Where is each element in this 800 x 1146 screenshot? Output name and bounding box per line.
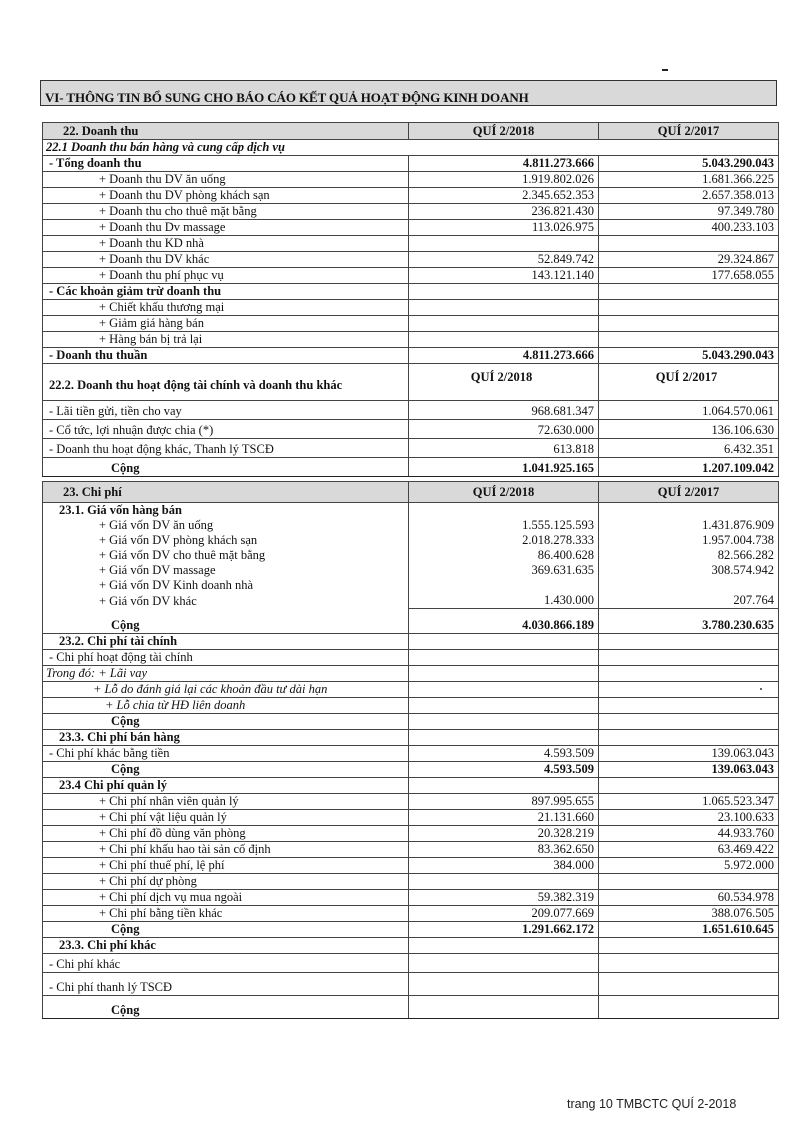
- table-row: [43, 746, 779, 762]
- row-label: Cộng: [43, 996, 409, 1019]
- value-2018: [409, 300, 599, 316]
- table-row: [43, 650, 779, 666]
- value-2018: 2.018.278.333: [409, 533, 599, 548]
- revenue-header-label: 22. Doanh thu: [43, 123, 409, 140]
- value-2018: 209.077.669: [409, 906, 599, 922]
- table-row: [43, 682, 779, 698]
- table-row: [43, 401, 779, 420]
- value-2018: 968.681.347: [409, 401, 599, 420]
- value-2018: [409, 578, 599, 593]
- value-2017: [599, 300, 779, 316]
- value-2017: 1.064.570.061: [599, 401, 779, 420]
- fin-revenue-header: 22.2. Doanh thu hoạt động tài chính và doanh thu khác: [43, 364, 409, 401]
- table-row: [43, 698, 779, 714]
- scan-dot: [760, 688, 762, 690]
- table-row: [43, 284, 779, 300]
- row-label: + Lỗ do đánh giá lại các khoản đầu tư dài hạn: [43, 682, 409, 698]
- row-label: - Lãi tiền gửi, tiền cho vay: [43, 401, 409, 420]
- row-label: - Tổng doanh thu: [43, 156, 409, 172]
- row-label: + Lỗ chia từ HĐ liên doanh: [43, 698, 409, 714]
- revenue-subheader-row: [43, 140, 779, 156]
- value-2017: 6.432.351: [599, 439, 779, 458]
- row-label: + Doanh thu phí phục vụ: [43, 268, 409, 284]
- value-2018: 20.328.219: [409, 826, 599, 842]
- value-2017: 23.100.633: [599, 810, 779, 826]
- table-row: [43, 906, 779, 922]
- row-label: + Chi phí dịch vụ mua ngoài: [43, 890, 409, 906]
- table-row: [43, 236, 779, 252]
- value-2018: [409, 650, 599, 666]
- row-label: + Giá vốn DV phòng khách sạn: [43, 533, 409, 548]
- value-2017: [599, 236, 779, 252]
- value-2017: 1.651.610.645: [599, 922, 779, 938]
- value-2018: 83.362.650: [409, 842, 599, 858]
- value-2017: [599, 996, 779, 1019]
- value-2018: [409, 730, 599, 746]
- value-2017: [599, 682, 779, 698]
- table-row: [43, 188, 779, 204]
- section-label: 23.3. Chi phí khác: [43, 938, 409, 954]
- value-2017: [599, 874, 779, 890]
- row-label: + Chi phí dự phòng: [43, 874, 409, 890]
- table-row: [43, 439, 779, 458]
- value-2017: 177.658.055: [599, 268, 779, 284]
- table-row: [43, 874, 779, 890]
- table-row: [43, 954, 779, 973]
- value-2018: [409, 778, 599, 794]
- value-2018: 4.811.273.666: [409, 348, 599, 364]
- value-2017: 388.076.505: [599, 906, 779, 922]
- row-label: - Chi phí khác bằng tiền: [43, 746, 409, 762]
- value-2018: 236.821.430: [409, 204, 599, 220]
- table-row: [43, 634, 779, 650]
- value-2017: 1.207.109.042: [599, 458, 779, 477]
- row-label: + Doanh thu KD nhà: [43, 236, 409, 252]
- value-2017: [599, 650, 779, 666]
- value-2017: [599, 730, 779, 746]
- row-label: + Chi phí khấu hao tài sản cố định: [43, 842, 409, 858]
- col-q2-2018: QUÍ 2/2018: [409, 123, 599, 140]
- revenue-subheader: 22.1 Doanh thu bán hàng và cung cấp dịch vụ: [43, 140, 779, 156]
- table-row: [43, 922, 779, 938]
- table-row: [43, 332, 779, 348]
- value-2018: 613.818: [409, 439, 599, 458]
- table-row: [43, 609, 779, 634]
- col-q2-2018: QUÍ 2/2018: [409, 482, 599, 503]
- row-label: + Giá vốn DV ăn uống: [43, 518, 409, 533]
- value-2017: 97.349.780: [599, 204, 779, 220]
- table-row: [43, 156, 779, 172]
- table-row: [43, 938, 779, 954]
- row-label: - Cổ tức, lợi nhuận được chia (*): [43, 420, 409, 439]
- value-2018: [409, 666, 599, 682]
- row-label: + Giảm giá hàng bán: [43, 316, 409, 332]
- row-label: + Doanh thu DV ăn uống: [43, 172, 409, 188]
- expenses-table: [42, 481, 779, 1019]
- value-2018: [409, 996, 599, 1019]
- row-label: + Doanh thu cho thuê mặt bằng: [43, 204, 409, 220]
- value-2017: [599, 698, 779, 714]
- expenses-header-row: [43, 482, 779, 503]
- value-2017: 82.566.282: [599, 548, 779, 563]
- value-2018: 4.593.509: [409, 762, 599, 778]
- col-q2-2017: QUÍ 2/2017: [599, 364, 779, 401]
- row-label: - Doanh thu hoạt động khác, Thanh lý TSCĐ: [43, 439, 409, 458]
- table-row: [43, 458, 779, 477]
- row-label: + Doanh thu DV phòng khách sạn: [43, 188, 409, 204]
- row-label: Cộng: [43, 714, 409, 730]
- expenses-header-label: 23. Chi phí: [43, 482, 409, 503]
- row-label: - Các khoản giảm trừ doanh thu: [43, 284, 409, 300]
- row-label: Cộng: [43, 762, 409, 778]
- row-label: Cộng: [43, 458, 409, 477]
- value-2017: 3.780.230.635: [599, 609, 779, 634]
- value-2017: [599, 938, 779, 954]
- value-2017: 139.063.043: [599, 762, 779, 778]
- fin-revenue-header-row: [43, 364, 779, 401]
- value-2018: 72.630.000: [409, 420, 599, 439]
- section-label: 23.1. Giá vốn hàng bán: [43, 503, 409, 519]
- value-2017: 1.957.004.738: [599, 533, 779, 548]
- row-label: + Giá vốn DV cho thuê mặt bằng: [43, 548, 409, 563]
- row-label: - Chi phí thanh lý TSCĐ: [43, 973, 409, 996]
- row-label: + Giá vốn DV Kinh doanh nhà: [43, 578, 409, 593]
- value-2017: [599, 778, 779, 794]
- value-2018: [409, 634, 599, 650]
- section-label: 23.3. Chi phí bán hàng: [43, 730, 409, 746]
- table-row: [43, 503, 779, 519]
- value-2018: [409, 874, 599, 890]
- section-label: 23.2. Chi phí tài chính: [43, 634, 409, 650]
- table-row: [43, 252, 779, 268]
- value-2018: 1.430.000: [409, 593, 599, 609]
- value-2017: [599, 578, 779, 593]
- value-2018: [409, 316, 599, 332]
- value-2018: [409, 284, 599, 300]
- value-2017: 139.063.043: [599, 746, 779, 762]
- value-2018: [409, 714, 599, 730]
- value-2017: [599, 666, 779, 682]
- table-row: [43, 204, 779, 220]
- table-row: [43, 518, 779, 533]
- value-2018: [409, 973, 599, 996]
- value-2017: 29.324.867: [599, 252, 779, 268]
- value-2017: 1.431.876.909: [599, 518, 779, 533]
- value-2017: [599, 503, 779, 519]
- value-2018: [409, 503, 599, 519]
- value-2018: 1.919.802.026: [409, 172, 599, 188]
- value-2017: [599, 954, 779, 973]
- table-row: [43, 858, 779, 874]
- value-2018: 897.995.655: [409, 794, 599, 810]
- value-2017: [599, 714, 779, 730]
- row-label: Cộng: [43, 609, 409, 634]
- table-row: [43, 593, 779, 609]
- value-2018: [409, 236, 599, 252]
- value-2018: 1.291.662.172: [409, 922, 599, 938]
- value-2017: 63.469.422: [599, 842, 779, 858]
- col-q2-2017: QUÍ 2/2017: [599, 123, 779, 140]
- value-2017: [599, 316, 779, 332]
- value-2018: 86.400.628: [409, 548, 599, 563]
- value-2017: 5.972.000: [599, 858, 779, 874]
- row-label: Trong đó: + Lãi vay: [43, 666, 409, 682]
- value-2017: [599, 973, 779, 996]
- value-2018: 143.121.140: [409, 268, 599, 284]
- revenue-table: [42, 122, 779, 477]
- table-row: [43, 172, 779, 188]
- value-2018: 21.131.660: [409, 810, 599, 826]
- table-row: [43, 714, 779, 730]
- value-2018: 1.041.925.165: [409, 458, 599, 477]
- row-label: - Chi phí hoạt động tài chính: [43, 650, 409, 666]
- table-row: [43, 300, 779, 316]
- section-label: 23.4 Chi phí quản lý: [43, 778, 409, 794]
- col-q2-2017: QUÍ 2/2017: [599, 482, 779, 503]
- value-2017: 400.233.103: [599, 220, 779, 236]
- table-row: [43, 826, 779, 842]
- table-row: [43, 420, 779, 439]
- row-label: + Doanh thu Dv massage: [43, 220, 409, 236]
- row-label: + Hàng bán bị trả lại: [43, 332, 409, 348]
- value-2018: [409, 332, 599, 348]
- table-row: [43, 578, 779, 593]
- row-label: + Chi phí nhân viên quản lý: [43, 794, 409, 810]
- row-label: + Giá vốn DV massage: [43, 563, 409, 578]
- table-row: [43, 348, 779, 364]
- value-2018: 52.849.742: [409, 252, 599, 268]
- value-2018: 1.555.125.593: [409, 518, 599, 533]
- value-2018: 4.811.273.666: [409, 156, 599, 172]
- row-label: - Doanh thu thuần: [43, 348, 409, 364]
- value-2017: [599, 634, 779, 650]
- value-2018: 4.593.509: [409, 746, 599, 762]
- table-row: [43, 890, 779, 906]
- value-2018: 113.026.975: [409, 220, 599, 236]
- table-row: [43, 973, 779, 996]
- table-row: [43, 220, 779, 236]
- table-row: [43, 810, 779, 826]
- table-row: [43, 533, 779, 548]
- scan-mark: [662, 69, 668, 71]
- revenue-header-row: [43, 123, 779, 140]
- table-row: [43, 730, 779, 746]
- page-footer: trang 10 TMBCTC QUÍ 2-2018: [567, 1097, 737, 1111]
- table-row: [43, 996, 779, 1019]
- table-row: [43, 778, 779, 794]
- value-2017: 60.534.978: [599, 890, 779, 906]
- value-2018: 4.030.866.189: [409, 609, 599, 634]
- value-2017: 308.574.942: [599, 563, 779, 578]
- value-2018: 59.382.319: [409, 890, 599, 906]
- row-label: + Chi phí đồ dùng văn phòng: [43, 826, 409, 842]
- col-q2-2018: QUÍ 2/2018: [409, 364, 599, 401]
- value-2018: 369.631.635: [409, 563, 599, 578]
- table-row: [43, 666, 779, 682]
- value-2018: [409, 682, 599, 698]
- value-2018: [409, 954, 599, 973]
- table-row: [43, 316, 779, 332]
- value-2017: 1.065.523.347: [599, 794, 779, 810]
- row-label: + Chiết khấu thương mại: [43, 300, 409, 316]
- value-2018: 384.000: [409, 858, 599, 874]
- table-row: [43, 548, 779, 563]
- value-2017: [599, 284, 779, 300]
- value-2018: [409, 698, 599, 714]
- value-2017: 2.657.358.013: [599, 188, 779, 204]
- value-2017: 5.043.290.043: [599, 156, 779, 172]
- row-label: + Doanh thu DV khác: [43, 252, 409, 268]
- value-2017: [599, 332, 779, 348]
- table-row: [43, 762, 779, 778]
- row-label: Cộng: [43, 922, 409, 938]
- row-label: + Giá vốn DV khác: [43, 593, 409, 609]
- value-2017: 44.933.760: [599, 826, 779, 842]
- value-2017: 207.764: [599, 593, 779, 609]
- value-2018: 2.345.652.353: [409, 188, 599, 204]
- row-label: + Chi phí vật liệu quản lý: [43, 810, 409, 826]
- table-row: [43, 842, 779, 858]
- row-label: - Chi phí khác: [43, 954, 409, 973]
- table-row: [43, 268, 779, 284]
- table-row: [43, 794, 779, 810]
- table-row: [43, 563, 779, 578]
- value-2017: 136.106.630: [599, 420, 779, 439]
- value-2017: 1.681.366.225: [599, 172, 779, 188]
- value-2018: [409, 938, 599, 954]
- value-2017: 5.043.290.043: [599, 348, 779, 364]
- row-label: + Chi phí bằng tiền khác: [43, 906, 409, 922]
- section-title: VI- THÔNG TIN BỔ SUNG CHO BÁO CÁO KẾT QUẢ HOẠT ĐỘNG KINH DOANH: [40, 80, 777, 106]
- row-label: + Chi phí thuế phí, lệ phí: [43, 858, 409, 874]
